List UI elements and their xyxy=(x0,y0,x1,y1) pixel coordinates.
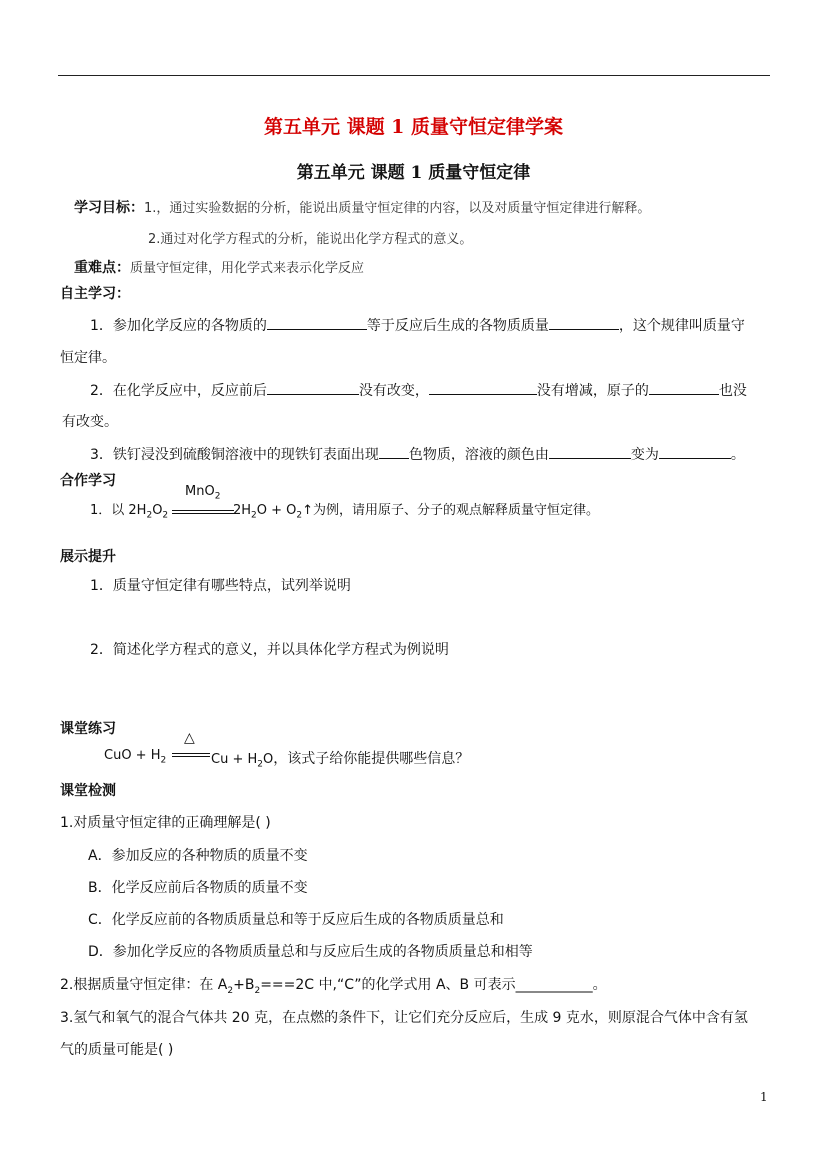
check-q1: 1.对质量守恒定律的正确理解是( ) xyxy=(60,815,271,831)
check-q1-option-b[interactable]: B．化学反应前后各物质的质量不变 xyxy=(88,880,308,896)
check-q2-part-a: 2.根据质量守恒定律：在 A xyxy=(60,977,228,993)
practice-eq-left xyxy=(104,748,166,766)
check-q2-part-d: 。 xyxy=(592,977,607,993)
self-study-heading: 自主学习： xyxy=(60,286,130,302)
subscript: 2 xyxy=(214,491,221,502)
coop-heading: 合作学习 xyxy=(60,473,116,489)
subscript: 2 xyxy=(146,510,153,521)
answer-blank[interactable] xyxy=(429,380,537,395)
check-q1-option-c[interactable]: C．化学反应前的各物质质量总和等于反应后生成的各物质质量总和 xyxy=(88,912,504,928)
reactant-formula: CuO + H xyxy=(104,748,161,763)
product-formula-mid: O + O xyxy=(256,503,297,518)
page-number: 1 xyxy=(760,1090,768,1104)
key-points-label: 重难点： xyxy=(74,260,130,276)
page-title: 第五单元 课题 1 质量守恒定律学案 xyxy=(263,116,564,138)
show-q1: 1．质量守恒定律有哪些特点，试列举说明 xyxy=(90,578,351,594)
heat-condition-icon: △ xyxy=(184,730,195,746)
answer-blank[interactable] xyxy=(267,315,367,330)
practice-eq-right xyxy=(211,748,469,770)
subscript: 2 xyxy=(254,985,261,996)
coop-q1-text: 为例，请用原子、分子的观点解释质量守恒定律。 xyxy=(313,503,600,518)
coop-q1-rest xyxy=(233,499,599,521)
catalyst-formula: MnO xyxy=(185,484,215,499)
answer-blank[interactable] xyxy=(649,380,719,395)
key-points-text: 质量守恒定律，用化学式来表示化学反应 xyxy=(130,261,365,276)
q3-part-d: 。 xyxy=(730,447,745,463)
self-study-q1 xyxy=(90,315,745,335)
check-q3: 3.氢气和氧气的混合气体共 20 克，在点燃的条件下，让它们充分反应后，生成 9 克水，则原混合气体中含有氢 xyxy=(60,1010,748,1026)
objective-1: 1.，通过实验数据的分析，能说出质量守恒定律的内容，以及对质量守恒定律进行解释。 xyxy=(144,201,651,216)
objective-2: 2.通过对化学方程式的分析，能说出化学方程式的意义。 xyxy=(148,232,473,247)
q2-part-a: 2．在化学反应中，反应前后 xyxy=(90,383,267,399)
subscript: 2 xyxy=(160,755,167,766)
self-study-q2 xyxy=(90,380,747,400)
answer-blank[interactable] xyxy=(379,444,409,459)
key-points xyxy=(74,257,364,277)
q2-part-c: 没有增减，原子的 xyxy=(536,383,649,399)
check-q2-part-b: +B xyxy=(233,977,255,993)
equation-line xyxy=(172,513,234,514)
reactant-formula: 1．以 2H xyxy=(90,503,147,518)
catalyst-label xyxy=(185,484,220,502)
check-q2-part-c: ===2C 中,“C”的化学式用 A、B 可表示 xyxy=(260,977,516,993)
reactant-formula-rest: O xyxy=(152,503,163,518)
answer-blank[interactable] xyxy=(549,444,631,459)
q3-part-b: 色物质，溶液的颜色由 xyxy=(408,447,549,463)
equation-line xyxy=(172,753,210,754)
subscript: 2 xyxy=(227,985,234,996)
subscript: 2 xyxy=(257,759,263,770)
practice-question: ，该式子给你能提供哪些信息？ xyxy=(273,751,470,767)
answer-blank[interactable] xyxy=(659,444,731,459)
q1-part-b: 等于反应后生成的各物质质量 xyxy=(366,318,549,334)
equation-line xyxy=(172,510,234,511)
practice-heading: 课堂练习 xyxy=(60,721,116,737)
self-study-q1-cont: 恒定律。 xyxy=(60,350,116,366)
q3-part-a: 3．铁钉浸没到硫酸铜溶液中的现铁钉表面出现 xyxy=(90,447,379,463)
gas-arrow-icon: ↑ xyxy=(302,503,314,518)
objectives-label: 学习目标： xyxy=(74,200,144,216)
subscript: 2 xyxy=(162,510,169,521)
equation-line xyxy=(172,756,210,757)
q1-part-c: ，这个规律叫质量守 xyxy=(618,318,745,334)
subscript: 2 xyxy=(251,510,257,521)
self-study-q3 xyxy=(90,444,745,464)
answer-blank[interactable] xyxy=(549,315,619,330)
product-formula: 2H xyxy=(233,503,252,518)
answer-blank[interactable]: ___________ xyxy=(515,977,593,993)
check-q3-cont: 气的质量可能是( ) xyxy=(60,1042,174,1058)
answer-blank[interactable] xyxy=(267,380,359,395)
show-q2: 2．简述化学方程式的意义，并以具体化学方程式为例说明 xyxy=(90,642,449,658)
subscript: 2 xyxy=(296,510,303,521)
check-q1-option-d[interactable]: D．参加化学反应的各物质质量总和与反应后生成的各物质质量总和相等 xyxy=(88,944,533,960)
check-heading: 课堂检测 xyxy=(60,783,116,799)
q3-part-c: 变为 xyxy=(630,447,659,463)
show-heading: 展示提升 xyxy=(60,549,116,565)
objective-line-1 xyxy=(74,197,650,217)
header-rule xyxy=(58,75,770,76)
product-formula: Cu + H xyxy=(211,752,258,767)
q2-part-b: 没有改变， xyxy=(358,383,429,399)
self-study-q2-cont: 有改变。 xyxy=(62,414,118,430)
q1-part-a: 1．参加化学反应的各物质的 xyxy=(90,318,267,334)
q2-part-d: 也没 xyxy=(718,383,747,399)
check-q2 xyxy=(60,974,607,996)
product-formula-end: O xyxy=(262,752,274,767)
check-q1-option-a[interactable]: A．参加反应的各种物质的质量不变 xyxy=(88,848,308,864)
page-subtitle: 第五单元 课题 1 质量守恒定律 xyxy=(296,163,531,183)
coop-q1-prefix xyxy=(90,499,168,521)
